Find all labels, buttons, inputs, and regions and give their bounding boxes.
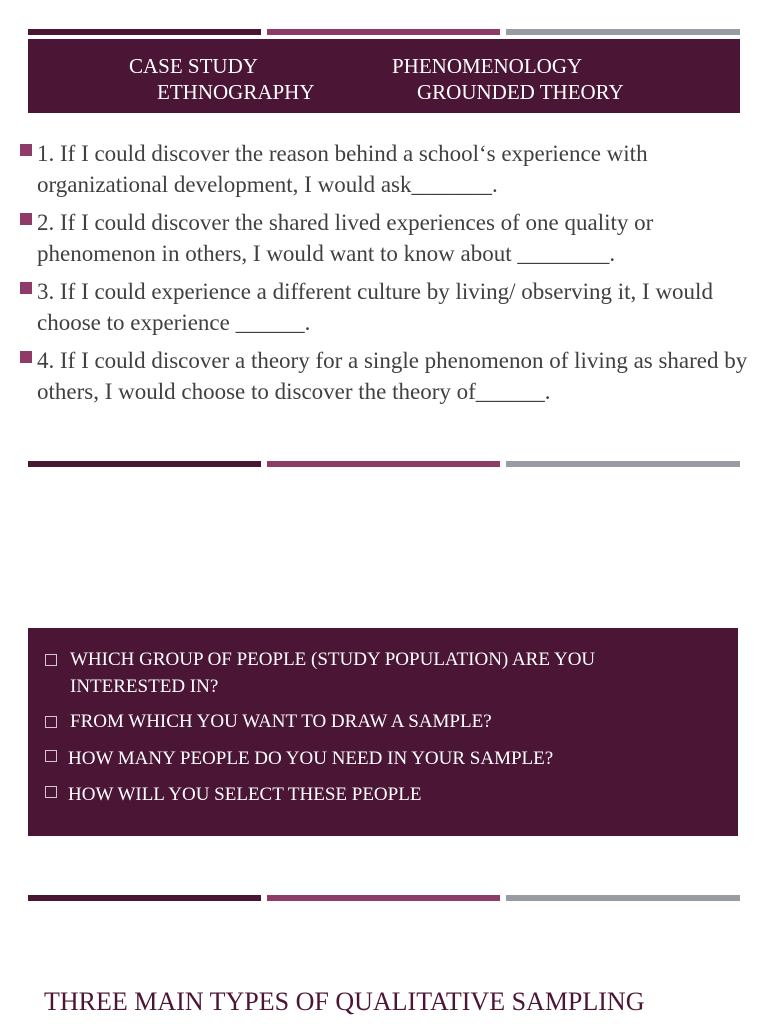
question-text: HOW WILL YOU SELECT THESE PEOPLE xyxy=(68,784,422,805)
checkbox-bullet-icon xyxy=(45,716,57,728)
bullet-text: 3. If I could experience a different culture by living/ observing it, I would choose to experience ______. xyxy=(37,279,713,335)
square-bullet-icon xyxy=(20,213,32,225)
accent-bars-top xyxy=(28,29,740,35)
accent-bar-mid xyxy=(267,461,500,467)
list-item xyxy=(18,138,748,200)
square-bullet-icon xyxy=(20,351,32,363)
accent-bar-mid xyxy=(267,29,500,35)
sampling-questions-box xyxy=(28,628,738,836)
method-ethnography: ETHNOGRAPHY xyxy=(157,80,315,104)
question-item xyxy=(45,781,421,808)
accent-bar-dark xyxy=(28,895,261,901)
accent-bar-gray xyxy=(506,461,740,467)
question-item xyxy=(45,745,553,772)
accent-bar-dark xyxy=(28,29,261,35)
accent-bar-mid xyxy=(267,895,500,901)
checkbox-bullet-icon xyxy=(45,786,57,798)
list-item xyxy=(18,207,748,269)
list-item xyxy=(18,345,748,407)
bullet-text: 4. If I could discover a theory for a single phenomenon of living as shared by others, I would choose to discover the theory of______. xyxy=(37,348,748,404)
question-item xyxy=(45,646,710,700)
checkbox-bullet-icon xyxy=(45,750,57,762)
bullet-text: 1. If I could discover the reason behind a school‘s experience with organizational development, I would ask_______. xyxy=(37,141,648,197)
method-phenomenology: PHENOMENOLOGY xyxy=(392,54,583,78)
checkbox-bullet-icon xyxy=(45,654,57,666)
slide-title: THREE MAIN TYPES OF QUALITATIVE SAMPLING xyxy=(44,987,645,1016)
square-bullet-icon xyxy=(20,282,32,294)
methods-title-box xyxy=(28,39,740,113)
method-case-study: CASE STUDY xyxy=(129,54,258,78)
list-item xyxy=(18,276,748,338)
accent-bar-gray xyxy=(506,29,740,35)
question-text: HOW MANY PEOPLE DO YOU NEED IN YOUR SAMPLE? xyxy=(68,748,554,769)
accent-bars-divider xyxy=(28,461,740,467)
accent-bars-bottom xyxy=(28,895,740,901)
bullet-text: 2. If I could discover the shared lived experiences of one quality or phenomenon in others, I would want to know about ________. xyxy=(37,210,654,266)
method-grounded-theory: GROUNDED THEORY xyxy=(417,80,624,104)
accent-bar-gray xyxy=(506,895,740,901)
question-item xyxy=(45,708,492,735)
square-bullet-icon xyxy=(20,144,32,156)
bullet-list xyxy=(18,138,748,414)
question-text: FROM WHICH YOU WANT TO DRAW A SAMPLE? xyxy=(70,711,492,732)
question-text: WHICH GROUP OF PEOPLE (STUDY POPULATION) ARE YOU INTERESTED IN? xyxy=(70,649,596,697)
accent-bar-dark xyxy=(28,461,261,467)
